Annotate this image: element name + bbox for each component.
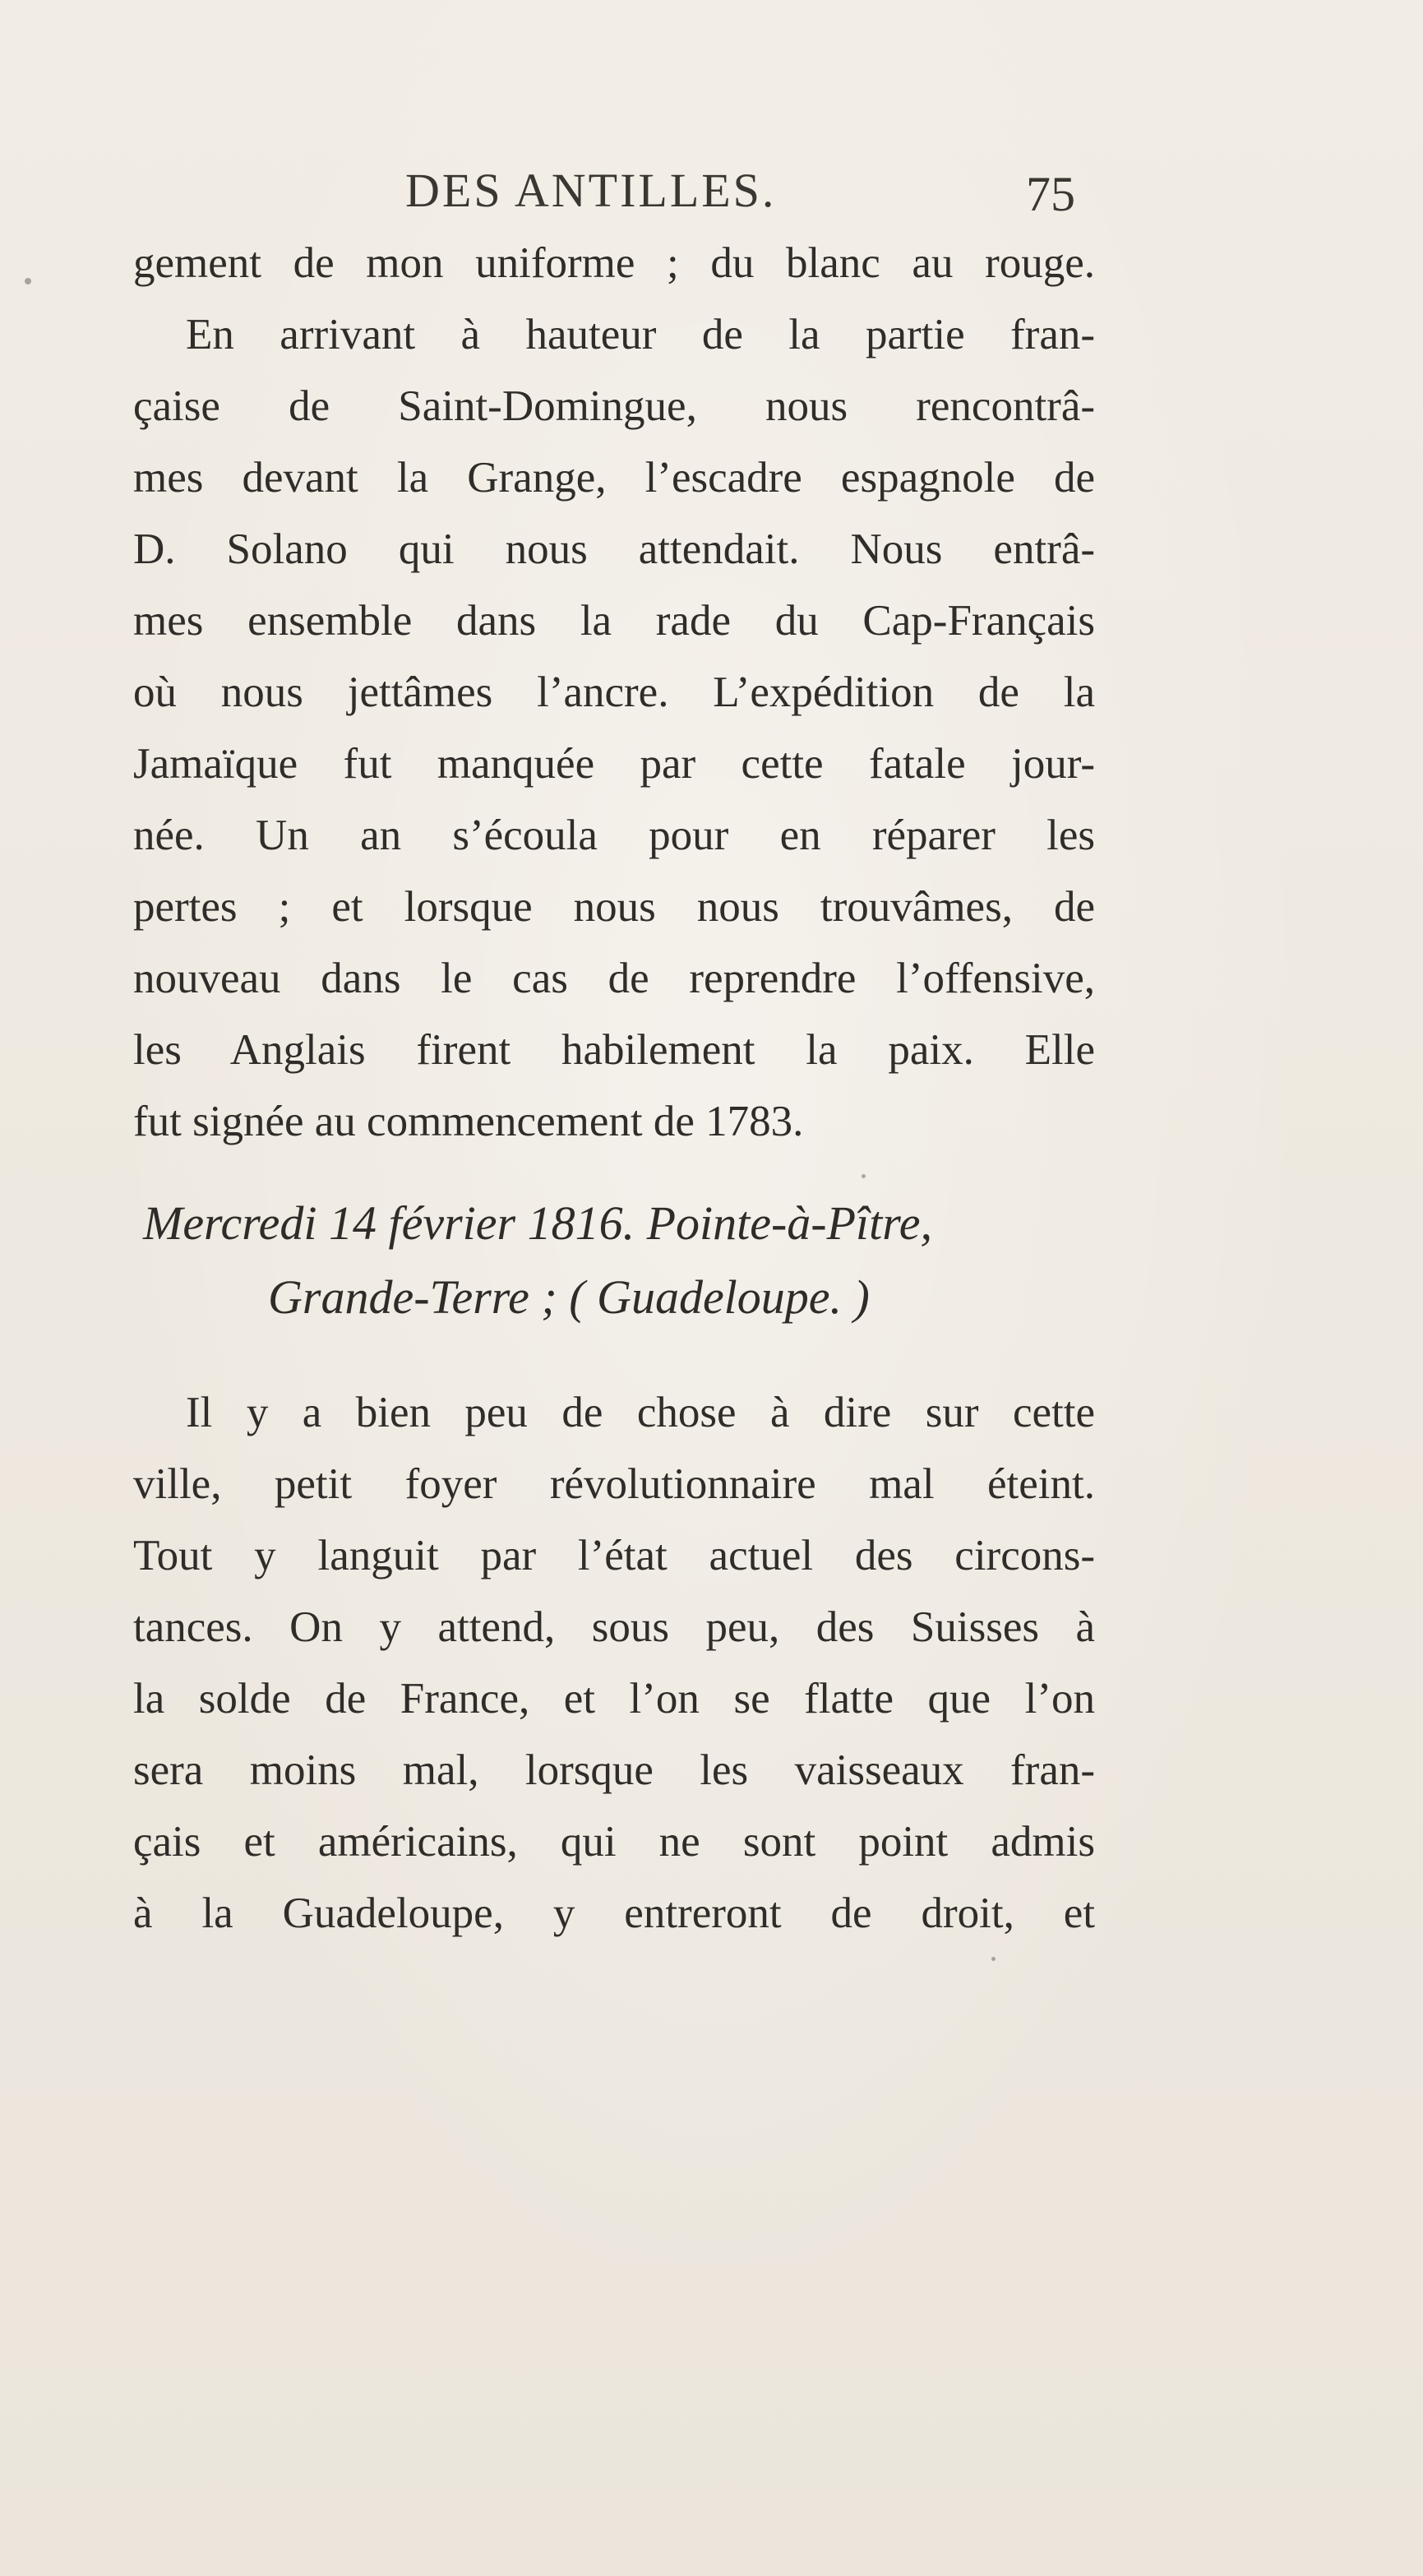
text-line: où nous jettâmes l’ancre. L’expédition de la	[133, 668, 1095, 716]
text-line: En arrivant à hauteur de la partie fran-	[186, 311, 1095, 358]
page-header	[0, 163, 1423, 220]
entry-heading-line-2: Grande-Terre ; ( Guadeloupe. )	[268, 1270, 870, 1324]
text-line: tances. On y attend, sous peu, des Suisses à	[133, 1603, 1095, 1651]
text-line: mes ensemble dans la rade du Cap-Français	[133, 597, 1095, 645]
text-line: la solde de France, et l’on se flatte que l’on	[133, 1675, 1095, 1723]
text-line: les Anglais firent habilement la paix. Elle	[133, 1026, 1095, 1074]
text-line: nouveau dans le cas de reprendre l’offensive,	[133, 955, 1095, 1002]
text-line: née. Un an s’écoula pour en réparer les	[133, 812, 1095, 859]
paper-speck	[991, 1957, 996, 1961]
text-line: fut signée au commencement de 1783.	[133, 1098, 804, 1145]
text-line: Il y a bien peu de chose à dire sur cette	[186, 1389, 1095, 1436]
paper-speck	[25, 278, 31, 284]
text-line: D. Solano qui nous attendait. Nous entrâ-	[133, 525, 1095, 573]
text-line: ville, petit foyer révolutionnaire mal éteint.	[133, 1460, 1095, 1508]
text-line: Jamaïque fut manquée par cette fatale jour-	[133, 740, 1095, 788]
paper-speck	[862, 1174, 866, 1178]
entry-heading-line-1: Mercredi 14 février 1816. Pointe-à-Pître,	[143, 1196, 932, 1250]
running-title: DES ANTILLES.	[405, 164, 777, 217]
text-line: çais et américains, qui ne sont point admis	[133, 1818, 1095, 1866]
text-line: Tout y languit par l’état actuel des circons-	[133, 1532, 1095, 1579]
text-line: pertes ; et lorsque nous nous trouvâmes, de	[133, 883, 1095, 931]
text-line: mes devant la Grange, l’escadre espagnole de	[133, 454, 1095, 502]
text-line: çaise de Saint-Domingue, nous rencontrâ-	[133, 382, 1095, 430]
text-line: gement de mon uniforme ; du blanc au rouge.	[133, 239, 1095, 287]
page-number: 75	[1026, 167, 1075, 221]
text-line: à la Guadeloupe, y entreront de droit, et	[133, 1889, 1095, 1937]
text-line: sera moins mal, lorsque les vaisseaux fran-	[133, 1746, 1095, 1794]
